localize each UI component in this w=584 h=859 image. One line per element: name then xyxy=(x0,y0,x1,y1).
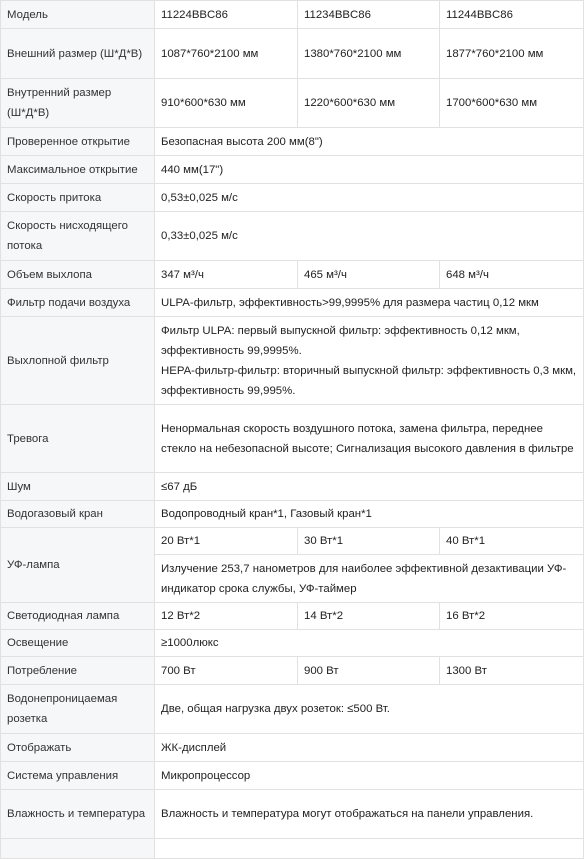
row-label: Потребление xyxy=(1,657,155,685)
row-partial xyxy=(1,839,584,859)
row-label: Водонепроницаемая розетка xyxy=(1,685,155,734)
row-display xyxy=(1,734,584,762)
cell-value: ЖК-дисплей xyxy=(155,734,584,762)
row-label: Модель xyxy=(1,1,155,29)
row-label: Фильтр подачи воздуха xyxy=(1,289,155,317)
row-control-system xyxy=(1,762,584,790)
row-noise xyxy=(1,473,584,501)
cell-value: ≤67 дБ xyxy=(155,473,584,501)
cell-value: 11224BBC86 xyxy=(155,1,298,29)
cell-value: 12 Вт*2 xyxy=(155,603,298,630)
row-tested-opening xyxy=(1,128,584,156)
row-uv-lamp xyxy=(1,528,584,555)
row-max-opening xyxy=(1,156,584,184)
row-downflow-velocity xyxy=(1,212,584,261)
row-outer-size xyxy=(1,29,584,79)
cell-value: 900 Вт xyxy=(298,657,440,685)
row-label: Шум xyxy=(1,473,155,501)
row-label: Объем выхлопа xyxy=(1,261,155,289)
cell-value: 30 Вт*1 xyxy=(298,528,440,555)
cell-value: 1087*760*2100 мм xyxy=(155,29,298,79)
row-label: Скорость нисходящего потока xyxy=(1,212,155,261)
cell-value: 1300 Вт xyxy=(440,657,584,685)
cell-value: 465 м³/ч xyxy=(298,261,440,289)
cell-value: Водопроводный кран*1, Газовый кран*1 xyxy=(155,501,584,528)
cell-value: ULPA-фильтр, эффективность>99,9995% для размера частиц 0,12 мкм xyxy=(155,289,584,317)
cell-value: 0,33±0,025 м/с xyxy=(155,212,584,261)
row-supply-filter xyxy=(1,289,584,317)
row-humidity-temp xyxy=(1,790,584,839)
row-label: Внешний размер (Ш*Д*В) xyxy=(1,29,155,79)
cell-value: 1877*760*2100 мм xyxy=(440,29,584,79)
cell-value: 1700*600*630 мм xyxy=(440,79,584,128)
cell-value: 440 мм(17") xyxy=(155,156,584,184)
row-label: Тревога xyxy=(1,405,155,473)
cell-value: ≥1000люкс xyxy=(155,630,584,657)
exhaust-filter-ulpa: Фильтр ULPA: первый выпускной фильтр: эффективность 0,12 мкм, эффективность 99,9995%. xyxy=(161,324,520,357)
row-gas-water-valve xyxy=(1,501,584,528)
cell-value: 347 м³/ч xyxy=(155,261,298,289)
cell-value: Излучение 253,7 нанометров для наиболее эффективной дезактивации УФ-индикатор срока службы, УФ-таймер xyxy=(155,555,584,603)
cell-value: 40 Вт*1 xyxy=(440,528,584,555)
row-inner-size xyxy=(1,79,584,128)
row-label: УФ-лампа xyxy=(1,528,155,603)
row-illumination xyxy=(1,630,584,657)
cell-value: Две, общая нагрузка двух розеток: ≤500 Вт. xyxy=(155,685,584,734)
row-label: Система управления xyxy=(1,762,155,790)
row-consumption xyxy=(1,657,584,685)
cell-value: 11234BBC86 xyxy=(298,1,440,29)
row-exhaust-volume xyxy=(1,261,584,289)
row-label: Внутренний размер (Ш*Д*В) xyxy=(1,79,155,128)
cell-value: 910*600*630 мм xyxy=(155,79,298,128)
row-label: Скорость притока xyxy=(1,184,155,212)
row-label: Выхлопной фильтр xyxy=(1,317,155,405)
cell-value: 11244BBC86 xyxy=(440,1,584,29)
row-label: Проверенное открытие xyxy=(1,128,155,156)
row-label xyxy=(1,839,155,859)
row-label: Светодиодная лампа xyxy=(1,603,155,630)
row-label: Влажность и температура xyxy=(1,790,155,839)
row-waterproof-socket xyxy=(1,685,584,734)
cell-value xyxy=(155,839,584,859)
exhaust-filter-hepa: HEPA-фильтр-фильтр: вторичный выпускной фильтр: эффективность 0,3 мкм, эффективность 99,995%. xyxy=(161,364,577,397)
cell-value: Ненормальная скорость воздушного потока, замена фильтра, переднее стекло на небезопасной высоте; Сигнализация высокого давления в фильтре xyxy=(155,405,584,473)
cell-value: Влажность и температура могут отображаться на панели управления. xyxy=(155,790,584,839)
cell-value: 0,53±0,025 м/с xyxy=(155,184,584,212)
cell-value xyxy=(155,317,584,405)
cell-value: 648 м³/ч xyxy=(440,261,584,289)
row-exhaust-filter xyxy=(1,317,584,405)
cell-value: 16 Вт*2 xyxy=(440,603,584,630)
cell-value: Безопасная высота 200 мм(8") xyxy=(155,128,584,156)
cell-value: 700 Вт xyxy=(155,657,298,685)
row-label: Максимальное открытие xyxy=(1,156,155,184)
cell-value: 14 Вт*2 xyxy=(298,603,440,630)
row-label: Водогазовый кран xyxy=(1,501,155,528)
cell-value: Микропроцессор xyxy=(155,762,584,790)
cell-value: 1380*760*2100 мм xyxy=(298,29,440,79)
row-label: Освещение xyxy=(1,630,155,657)
cell-value: 1220*600*630 мм xyxy=(298,79,440,128)
row-led-lamp xyxy=(1,603,584,630)
row-label: Отображать xyxy=(1,734,155,762)
cell-value: 20 Вт*1 xyxy=(155,528,298,555)
row-model xyxy=(1,1,584,29)
row-inflow-velocity xyxy=(1,184,584,212)
row-alarm xyxy=(1,405,584,473)
